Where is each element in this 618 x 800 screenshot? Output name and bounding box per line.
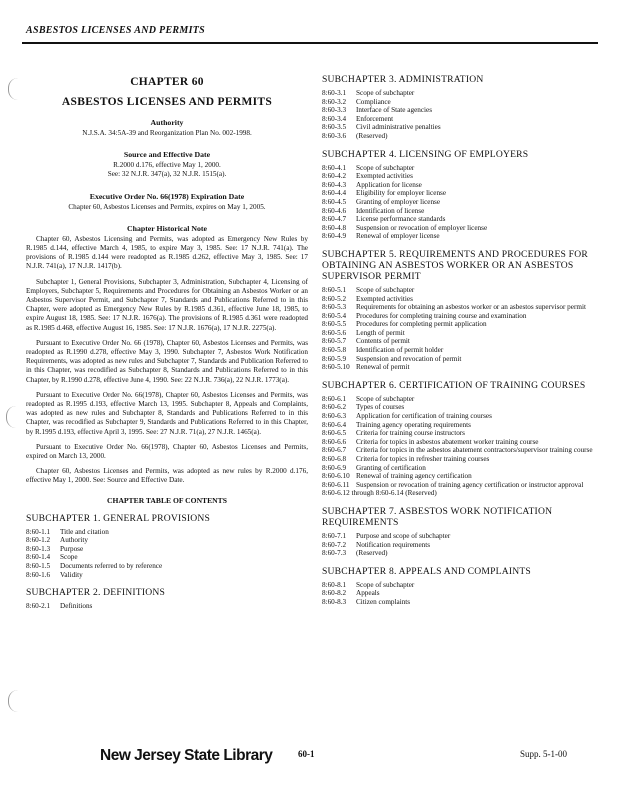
section-number: 8:60-6.11 — [322, 480, 350, 489]
toc-item[interactable] — [322, 355, 600, 364]
section-number: 8:60-7.2 — [322, 540, 347, 549]
section-number: 8:60-5.4 — [322, 311, 347, 320]
section-number: 8:60-1.1 — [26, 527, 51, 536]
section-number: 8:60-5.10 — [322, 363, 350, 372]
section-title: Requirements for obtaining an asbestos worker or an asbestos supervisor permit — [356, 303, 586, 312]
toc-item[interactable] — [26, 602, 308, 611]
section-title: Enforcement — [356, 114, 394, 123]
section-title: Length of permit — [356, 328, 405, 337]
section-title: Purpose and scope of subchapter — [356, 531, 451, 540]
history-paragraph: Pursuant to Executive Order No. 66(1978), Chapter 60, Asbestos Licenses and Permits, expired on March 13, 2000. — [26, 442, 308, 461]
toc-item[interactable] — [322, 123, 600, 132]
section-number: 8:60-5.9 — [322, 354, 347, 363]
toc-item[interactable] — [322, 455, 600, 464]
section-number: 8:60-6.3 — [322, 412, 347, 421]
section-title: Scope of subchapter — [356, 163, 415, 172]
section-title: Compliance — [356, 97, 391, 106]
section-title: Definitions — [60, 602, 93, 611]
history-paragraph: Chapter 60, Asbestos Licenses and Permits, was adopted as new rules by R.2000 d.176, effective May 1, 2000. See: Source and Effective Date. — [26, 467, 308, 485]
toc-item[interactable] — [322, 89, 600, 98]
history-paragraph: Chapter 60, Asbestos Licensing and Permits, was adopted as Emergency New Rules by R.1985 d.144, effective March 4, 1985, to expire May 3, 1985. See: 17 N.J.R. 741(a). The provisions of R.1985 d.144 were readopted as R.1985 d.262, effective May 3, 1985. See: 17 N.J.R. 741(a), 17 N.J.R. 1417(b). — [26, 234, 308, 271]
toc-item[interactable] — [322, 429, 600, 438]
section-title: Procedures for completing training course and examination — [356, 311, 527, 320]
subchapter-title: SUBCHAPTER 3. ADMINISTRATION — [322, 74, 484, 85]
section-title: (Reserved) — [356, 549, 388, 558]
toc-item[interactable] — [322, 98, 600, 107]
toc-item[interactable] — [26, 528, 308, 537]
authority-text: N.J.S.A. 34:5A-39 and Reorganization Plan No. 002-1998. — [82, 129, 252, 137]
section-number: 8:60-8.1 — [322, 580, 347, 589]
subchapter-6-list — [322, 395, 600, 498]
section-number: 8:60-4.7 — [322, 215, 347, 224]
section-title: Citizen complaints — [356, 597, 411, 606]
toc-item[interactable] — [322, 549, 600, 558]
toc-item[interactable] — [322, 412, 600, 421]
subchapter-title: SUBCHAPTER 2. DEFINITIONS — [26, 587, 166, 599]
section-number: 8:60-4.5 — [322, 197, 347, 206]
section-title: Authority — [60, 536, 88, 545]
subchapter-7-list — [322, 532, 600, 558]
subchapter-8-list — [322, 581, 600, 607]
chapter-title: ASBESTOS LICENSES AND PERMITS — [61, 96, 273, 108]
toc-item[interactable] — [322, 403, 600, 412]
toc-item[interactable] — [322, 207, 600, 216]
running-header: ASBESTOS LICENSES AND PERMITS — [26, 25, 206, 36]
toc-item[interactable] — [26, 536, 308, 545]
toc-item[interactable] — [322, 189, 600, 198]
section-number: 8:60-6.5 — [322, 429, 347, 438]
section-number: 8:60-4.3 — [322, 180, 347, 189]
section-title: Types of courses — [356, 403, 405, 412]
section-number: 8:60-3.5 — [322, 123, 347, 132]
section-number: 8:60-6.6 — [322, 437, 347, 446]
toc-item[interactable] — [26, 553, 308, 562]
section-number: 8:60-6.4 — [322, 420, 347, 429]
toc-item[interactable] — [322, 363, 600, 372]
history-paragraph: Pursuant to Executive Order No. 66 (1978), Chapter 60, Asbestos Licenses and Permits, was readopted as R.1990 d.278, effective May 3, 1990. Subchapter 7, Asbestos Work Notification Requirements, was adopted as new rules and Subchapter 7, Standards and Publication Referred to in this Chapter, was recodified as Subchapter 8, Standards and Publications Referred to in this Chapter, by R.1990 d.278, effective June 4, 1990. See: 22 N.J.R. 736(a), 22 N.J.R. 1773(a). — [26, 338, 308, 384]
toc-item[interactable] — [322, 464, 600, 473]
toc-item[interactable] — [322, 320, 600, 329]
section-title: Suspension or revocation of training agency certification or instructor approval — [356, 480, 584, 489]
toc-item[interactable] — [322, 132, 600, 141]
section-number: 8:60-3.6 — [322, 131, 347, 140]
toc-item[interactable] — [322, 312, 600, 321]
section-number: 8:60-3.4 — [322, 114, 347, 123]
margin-mark — [6, 406, 21, 428]
section-number: 8:60-4.2 — [322, 172, 347, 181]
subchapter-title: SUBCHAPTER 4. LICENSING OF EMPLOYERS — [322, 148, 529, 160]
section-title: Scope — [60, 553, 78, 562]
section-number: 8:60-7.3 — [322, 549, 347, 558]
supplement-date: Supp. 5-1-00 — [520, 749, 567, 759]
section-title: Scope of subchapter — [356, 89, 415, 97]
toc-item[interactable] — [322, 581, 600, 590]
section-number: 8:60-5.1 — [322, 285, 347, 294]
section-number: 8:60-5.8 — [322, 346, 347, 355]
authority-heading: Authority — [150, 118, 184, 127]
section-title: Renewal of permit — [356, 363, 410, 372]
section-title: Criteria for topics in refresher training courses — [356, 455, 490, 463]
section-title: Application for license — [356, 180, 422, 189]
section-title: Criteria for training course instructors — [356, 429, 465, 438]
history-heading: Chapter Historical Note — [127, 223, 207, 233]
section-title: Identification of license — [356, 206, 425, 215]
section-title: Suspension and revocation of permit — [356, 354, 462, 363]
toc-item[interactable] — [322, 346, 600, 355]
toc-item[interactable] — [322, 481, 600, 490]
subchapter-2-list — [26, 602, 308, 611]
toc-item[interactable] — [322, 295, 600, 304]
section-number: 8:60-3.1 — [322, 89, 347, 97]
toc-item[interactable] — [322, 164, 600, 173]
section-title: Validity — [60, 570, 83, 579]
section-title: Criteria for topics in the asbestos abatement contractors/supervisor training course — [356, 446, 593, 455]
subchapter-title: SUBCHAPTER 6. CERTIFICATION OF TRAINING COURSES — [322, 379, 586, 391]
section-title: Criteria for topics in asbestos abatement worker training course — [356, 437, 539, 446]
toc-item[interactable] — [322, 172, 600, 181]
toc-item[interactable] — [322, 286, 600, 295]
section-title: Training agency operating requirements — [356, 420, 471, 429]
section-title: Purpose — [60, 544, 84, 553]
toc-item[interactable] — [322, 337, 600, 346]
toc-item-reserved[interactable] — [322, 489, 600, 498]
section-title: Granting of certification — [356, 463, 426, 472]
toc-item[interactable] — [322, 115, 600, 124]
section-title: (Reserved) — [356, 131, 388, 140]
toc-item[interactable] — [322, 395, 600, 404]
toc-item[interactable] — [322, 421, 600, 430]
section-title: Scope of subchapter — [356, 285, 415, 294]
toc-item[interactable] — [322, 541, 600, 550]
section-title: Procedures for completing permit application — [356, 320, 487, 329]
section-number: 8:60-1.4 — [26, 553, 51, 562]
subchapter-5-list — [322, 286, 600, 372]
exec-order-heading: Executive Order No. 66(1978) Expiration Date — [89, 191, 245, 201]
section-number: 8:60-6.10 — [322, 472, 350, 481]
toc-item[interactable] — [322, 215, 600, 224]
section-number: 8:60-5.2 — [322, 294, 347, 303]
toc-item[interactable] — [322, 589, 600, 598]
section-title: Scope of subchapter — [356, 580, 415, 589]
toc-item[interactable] — [26, 562, 308, 571]
section-title: Identification of permit holder — [356, 346, 444, 355]
section-number: 8:60-2.1 — [26, 602, 51, 611]
section-number: 8:60-5.5 — [322, 320, 347, 329]
section-number: 8:60-1.3 — [26, 544, 51, 553]
toc-item[interactable] — [322, 303, 600, 312]
subchapter-4-list — [322, 164, 600, 241]
section-title: Interface of State agencies — [356, 106, 433, 115]
section-title: Civil administrative penalties — [356, 123, 441, 132]
section-number: 8:60-6.2 — [322, 403, 347, 412]
section-number: 8:60-5.7 — [322, 337, 347, 346]
history-paragraph: Subchapter 1, General Provisions, Subchapter 3, Administration, Subchapter 4, Licensing of Employers, Subchapter 5, Requirements and Procedures for Obtaining an Asbestos Worker or an Asbestos Supervisor Permit, and Subchapter 7, Standards and Publications Referred to in this Chapter, were adopted as Emergency New Rules by R.1985 d.361, effective June 18, 1985, to expire August 18, 1985. See: 17 N.J.R. 1676(a). The provisions of R.1985 d.361 were readopted as R.1985 d.468, effective August 16, 1985. See: 17 N.J.R. 1676(a), 17 N.J.R. 2275(a). — [26, 277, 308, 332]
section-range: 8:60-6.12 through 8:60-6.14 (Reserved) — [322, 489, 437, 498]
section-number: 8:60-3.3 — [322, 106, 347, 115]
toc-item[interactable] — [322, 106, 600, 115]
toc-item[interactable] — [322, 472, 600, 481]
section-number: 8:60-6.8 — [322, 455, 347, 463]
section-title: Notification requirements — [356, 540, 431, 549]
history-paragraph: Pursuant to Executive Order No. 66(1978), Chapter 60, Asbestos Licenses and Permits, was readopted as R.1995 d.193, effective March 13, 1995. Subchapter 8, Appeals and Complaints, was adopted as new rules and Subchapter 8, Standards and Publications Referred to in this Chapter, was recodified as Subchapter 9, Standards and Publications Referred to in this Chapter, by R.1995 d.193, effective April 3, 1995. See: 27 N.J.R. 71(a), 27 N.J.R. 1465(a). — [26, 390, 308, 436]
page-number: 60-1 — [298, 749, 315, 759]
toc-item[interactable] — [26, 571, 308, 580]
section-number: 8:60-6.7 — [322, 446, 347, 455]
section-title: Application for certification of training courses — [356, 412, 492, 421]
subchapter-1-list — [26, 528, 308, 580]
section-title: Exempted activities — [356, 172, 413, 181]
right-column — [322, 70, 600, 611]
section-number: 8:60-8.3 — [322, 597, 347, 606]
source-line: R.2000 d.176, effective May 1, 2000. — [113, 161, 221, 170]
toc-item[interactable] — [322, 181, 600, 190]
section-number: 8:60-1.6 — [26, 570, 51, 579]
section-title: Contents of permit — [356, 337, 410, 346]
section-number: 8:60-6.9 — [322, 463, 347, 472]
subchapter-title: SUBCHAPTER 8. APPEALS AND COMPLAINTS — [322, 565, 531, 577]
subchapter-3-list — [322, 89, 600, 141]
section-number: 8:60-1.2 — [26, 536, 51, 545]
section-number: 8:60-5.3 — [322, 303, 347, 312]
source-line: See: 32 N.J.R. 347(a), 32 N.J.R. 1515(a). — [107, 170, 227, 179]
exec-order-text: Chapter 60, Asbestos Licenses and Permits, expires on May 1, 2005. — [68, 202, 266, 211]
header-rule — [22, 42, 598, 44]
section-title: Renewal of training agency certification — [356, 472, 472, 481]
toc-item[interactable] — [322, 232, 600, 241]
subchapter-title: SUBCHAPTER 1. GENERAL PROVISIONS — [26, 512, 211, 524]
margin-mark — [8, 690, 23, 712]
toc-item[interactable] — [322, 224, 600, 233]
toc-item[interactable] — [322, 446, 600, 455]
toc-heading: CHAPTER TABLE OF CONTENTS — [107, 495, 227, 505]
section-number: 8:60-3.2 — [322, 97, 347, 106]
section-number: 8:60-4.8 — [322, 223, 347, 232]
section-title: Eligibility for employer license — [356, 189, 447, 198]
section-number: 8:60-5.6 — [322, 328, 347, 337]
section-number: 8:60-4.6 — [322, 206, 347, 215]
toc-item[interactable] — [322, 598, 600, 607]
section-title: Scope of subchapter — [356, 394, 415, 403]
section-title: Exempted activities — [356, 294, 413, 303]
section-number: 8:60-1.5 — [26, 562, 51, 571]
toc-item[interactable] — [322, 532, 600, 541]
section-title: Granting of employer license — [356, 197, 441, 206]
library-watermark: New Jersey State Library — [100, 747, 273, 764]
toc-item[interactable] — [322, 329, 600, 338]
section-title: Appeals — [356, 589, 380, 598]
toc-item[interactable] — [26, 545, 308, 554]
section-number: 8:60-4.1 — [322, 163, 347, 172]
section-title: Suspension or revocation of employer license — [356, 223, 488, 232]
subchapter-title: SUBCHAPTER 7. ASBESTOS WORK NOTIFICATION REQUIREMENTS — [322, 505, 553, 528]
toc-item[interactable] — [322, 198, 600, 207]
subchapter-title: SUBCHAPTER 5. REQUIREMENTS AND PROCEDURES FOR OBTAINING AN ASBESTOS WORKER OR AN ASBESTOS SUPERVISOR PERMIT — [322, 248, 588, 282]
section-number: 8:60-4.4 — [322, 189, 347, 198]
section-title: Renewal of employer license — [356, 232, 440, 241]
source-heading: Source and Effective Date — [123, 150, 211, 160]
section-number: 8:60-4.9 — [322, 232, 347, 241]
section-title: License performance standards — [356, 215, 446, 224]
toc-item[interactable] — [322, 438, 600, 447]
section-number: 8:60-7.1 — [322, 531, 347, 540]
section-title: Documents referred to by reference — [60, 562, 163, 571]
chapter-label: CHAPTER 60 — [130, 76, 204, 88]
margin-mark — [8, 78, 23, 100]
left-column — [26, 70, 308, 615]
section-title: Title and citation — [60, 527, 109, 536]
section-number: 8:60-6.1 — [322, 394, 347, 403]
section-number: 8:60-8.2 — [322, 589, 347, 598]
